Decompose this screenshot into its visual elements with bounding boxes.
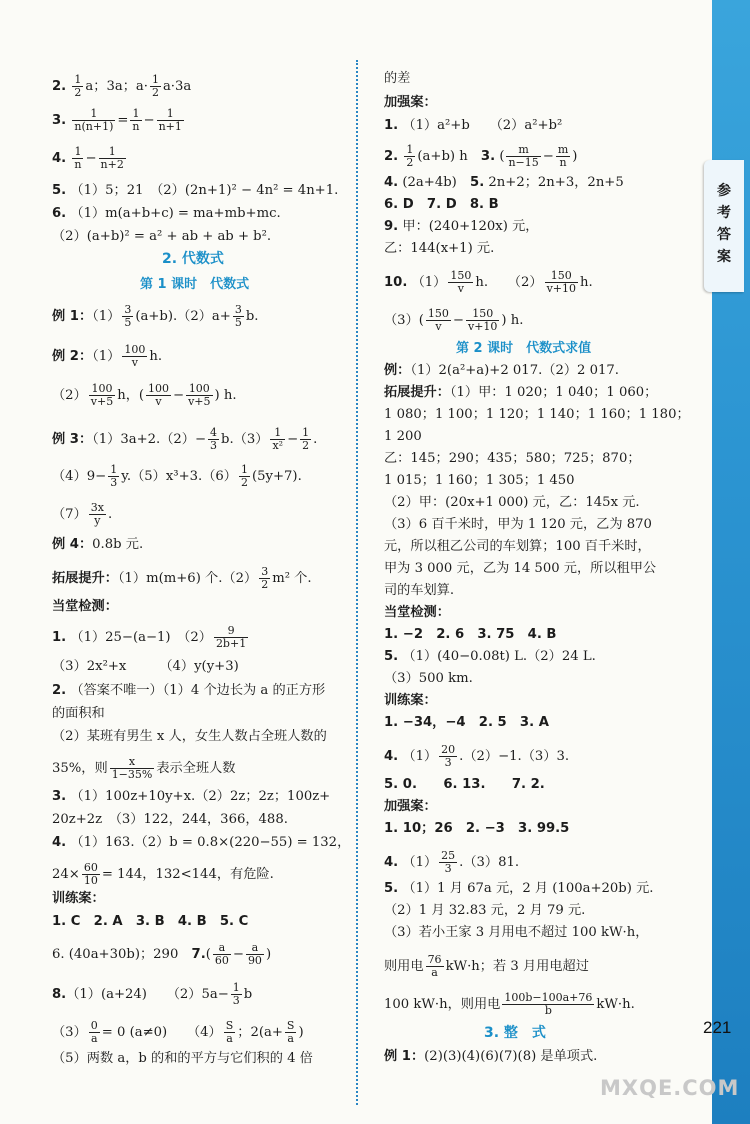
extension-line: 拓展提升：（1）m(m+6) 个.（2） $\frac{3}{2}$ m² 个. xyxy=(52,565,312,591)
answer-line: 甲为 3 000 元，乙为 14 500 元，所以租甲公 xyxy=(384,561,657,576)
answer-line: 司的车划算. xyxy=(384,583,455,598)
section-title: 2. 代数式 xyxy=(162,251,224,267)
answer-line: 2. $\frac{1}{2}$ (a+b) h 3. ( $\frac{m}{n-15}$ − $\frac{m}{n}$ ) xyxy=(384,143,578,169)
answer-line: （3）6 百千米时，甲为 1 120 元，乙为 870 xyxy=(384,517,652,532)
answer-line: 6. (40a+30b)；290 7.( $\frac{a}{60}$ − $\frac{a}{90}$ ) xyxy=(52,941,272,967)
answer-line: 2. $\frac{1}{2}$ a；3a；a· $\frac{1}{2}$ a·3a xyxy=(52,73,192,99)
example-line: 例 1：(2)(3)(4)(6)(7)(8) 是单项式. xyxy=(384,1049,598,1064)
section-label: 训练案： xyxy=(384,693,437,708)
lesson-title: 第 2 课时 代数式求值 xyxy=(456,341,592,356)
answer-line: （3）若小王家 3 月用电不超过 100 kW·h， xyxy=(384,925,649,940)
section-label: 加强案： xyxy=(384,799,437,814)
answer-line: 1 015；1 160；1 305；1 450 xyxy=(384,473,575,488)
answer-line: 4. （1）163.（2）b = 0.8×(220−55) = 132， xyxy=(52,835,351,850)
answer-line: 5. （1）5；21 （2）(2n+1)² − 4n² = 4n+1. xyxy=(52,183,339,198)
answer-line: 8.（1）(a+24) （2）5a− $\frac{1}{3}$ b xyxy=(52,981,253,1007)
answer-line: 4. （1） $\frac{20}{3}$ .（2）−1.（3）3. xyxy=(384,743,570,769)
answer-line: 的差 xyxy=(384,71,411,86)
extension-line: 拓展提升：（1）甲：1 020；1 040；1 060； xyxy=(384,385,658,400)
answer-line: 4. (2a+4b) 5. 2n+2；2n+3，2n+5 xyxy=(384,175,624,190)
answer-line: 5. （1）1 月 67a 元，2 月 (100a+20b) 元. xyxy=(384,881,654,896)
page-number: 221 xyxy=(703,1018,732,1037)
column-divider xyxy=(356,60,358,1105)
section-label: 当堂检测： xyxy=(52,599,118,614)
answer-line: 4. （1） $\frac{25}{3}$ .（3）81. xyxy=(384,849,520,875)
answer-line: （3）( $\frac{150}{v}$ − $\frac{150}{v+10}$ ) h. xyxy=(384,307,524,333)
answer-line: 6. D 7. D 8. B xyxy=(384,197,499,212)
example-line: 例：（1）2(a²+a)+2 017.（2）2 017. xyxy=(384,363,619,378)
answer-line: （3）500 km. xyxy=(384,671,473,686)
example-line: （7） $\frac{3x}{y}$ . xyxy=(52,501,113,527)
answer-line: 的面积和 xyxy=(52,706,105,721)
section-label: 当堂检测： xyxy=(384,605,450,620)
answer-line: 4. $\frac{1}{n}$ − $\frac{1}{n+2}$ xyxy=(52,145,124,171)
answer-line: 1 080；1 100；1 120；1 140；1 160；1 180； xyxy=(384,407,690,422)
answer-line: 1. −34，−4 2. 5 3. A xyxy=(384,715,549,730)
answer-line: 1 200 xyxy=(384,429,422,444)
example-line: 例 2：（1） $\frac{100}{v}$ h. xyxy=(52,343,163,369)
answer-line: 9. 甲：(240+120x) 元， xyxy=(384,219,539,234)
example-line: （4）9− $\frac{1}{3}$ y.（5）x³+3.（6） $\frac{1}{2}$ (5y+7). xyxy=(52,463,302,489)
answer-line: 1. −2 2. 6 3. 75 4. B xyxy=(384,627,557,642)
answer-line: 10. （1） $\frac{150}{v}$ h. （2） $\frac{150}{v+10}$ h. xyxy=(384,269,593,295)
answer-line: 24× $\frac{60}{10}$ = 144，132<144，有危险. xyxy=(52,861,274,887)
answer-line: 则用电 $\frac{76}{a}$ kW·h；若 3 月用电超过 xyxy=(384,953,589,979)
answer-line: 元，所以租乙公司的车划算；100 百千米时， xyxy=(384,539,651,554)
example-line: （2） $\frac{100}{v+5}$ h，( $\frac{100}{v}$ − $\frac{100}{v+5}$ ) h. xyxy=(52,382,237,408)
answer-line: 20z+2z （3）122，244，366，488. xyxy=(52,812,288,827)
answer-tab-label: 参考答案 xyxy=(717,183,731,265)
lesson-title: 第 1 课时 代数式 xyxy=(140,277,250,292)
section-title: 3. 整 式 xyxy=(484,1025,546,1041)
answer-line: （5）两数 a，b 的和的平方与它们积的 4 倍 xyxy=(52,1051,313,1066)
answer-line: 35%，则 $\frac{x}{1-35\%}$ 表示全班人数 xyxy=(52,755,236,781)
answer-line: 乙：145；290；435；580；725；870； xyxy=(384,451,641,466)
answer-line: 5. 0. 6. 13. 7. 2. xyxy=(384,777,545,792)
answer-line: （3） $\frac{0}{a}$ = 0 (a≠0) （4） $\frac{S}{a}$ ；2(a+ $\frac{S}{a}$ ) xyxy=(52,1019,304,1045)
example-line: 例 1：（1） $\frac{3}{5}$ (a+b).（2）a+ $\frac{3}{5}$ b. xyxy=(52,303,259,329)
answer-line: 5. （1）(40−0.08t) L.（2）24 L. xyxy=(384,649,596,664)
section-label: 训练案： xyxy=(52,891,105,906)
answer-line: 1. 10；26 2. −3 3. 99.5 xyxy=(384,821,570,836)
answer-line: 2. （答案不唯一）（1）4 个边长为 a 的正方形 xyxy=(52,683,326,698)
answer-line: 1. （1）25−(a−1) （2） $\frac{9}{2b+1}$ xyxy=(52,624,247,650)
example-line: 例 3：（1）3a+2.（2）− $\frac{4}{3}$ b.（3） $\frac{1}{\text{x²}}$ − $\frac{1}{2}$ . xyxy=(52,426,318,452)
answer-line: 6. （1）m(a+b+c) = ma+mb+mc. xyxy=(52,206,281,221)
watermark: MXQE.COM xyxy=(600,1076,740,1100)
answer-line: （2）1 月 32.83 元，2 月 79 元. xyxy=(384,903,586,918)
answer-line: 100 kW·h，则用电 $\frac{100b-100a+76}{b}$ kW·h. xyxy=(384,991,635,1017)
section-label: 加强案： xyxy=(384,95,437,110)
answer-line: 1. C 2. A 3. B 4. B 5. C xyxy=(52,914,249,929)
answer-line: 3. （1）100z+10y+x.（2）2z；2z；100z+ xyxy=(52,789,331,804)
example-line: 例 4：0.8b 元. xyxy=(52,537,144,552)
answer-line: （2）甲：(20x+1 000) 元，乙：145x 元. xyxy=(384,495,640,510)
answer-line: 乙：144(x+1) 元. xyxy=(384,241,495,256)
answer-line: （3）2x²+x （4）y(y+3) xyxy=(52,659,239,674)
answer-line: （2）(a+b)² = a² + ab + ab + b². xyxy=(52,229,272,244)
answer-line: （2）某班有男生 x 人，女生人数占全班人数的 xyxy=(52,729,327,744)
answer-line: 3. $\frac{1}{n(n+1)}$ = $\frac{1}{n}$ − $\frac{1}{n+1}$ xyxy=(52,107,182,133)
answer-line: 1. （1）a²+b （2）a²+b² xyxy=(384,118,563,133)
